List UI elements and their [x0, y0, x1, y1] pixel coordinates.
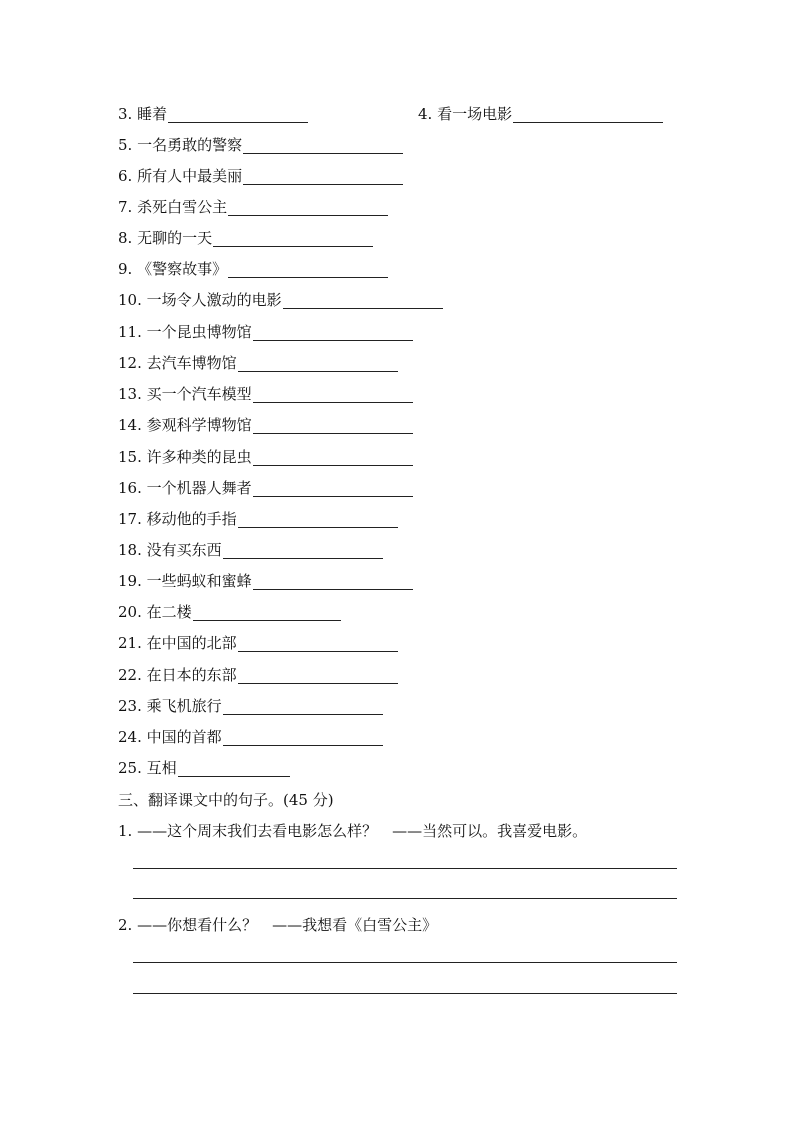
vocab-item-19 — [118, 568, 413, 590]
vocab-item-25 — [118, 755, 290, 777]
answer-blank[interactable] — [168, 106, 308, 123]
vocab-item-text: 25. 互相 — [118, 759, 177, 777]
answer-blank[interactable] — [253, 480, 413, 497]
vocab-item-6 — [118, 163, 403, 185]
section-heading: 三、翻译课文中的句子。(45 分) — [118, 791, 334, 809]
vocab-item-text: 3. 睡着 — [118, 105, 168, 123]
vocab-item-3 — [118, 101, 308, 123]
vocab-item-9 — [118, 256, 388, 278]
vocab-item-text: 20. 在二楼 — [118, 603, 192, 621]
answer-blank[interactable] — [253, 573, 413, 590]
answer-blank[interactable] — [228, 261, 388, 278]
translation-question-2: 2. ——你想看什么？ ——我想看《白雪公主》 — [118, 916, 438, 934]
answer-blank[interactable] — [238, 635, 398, 652]
answer-blank[interactable] — [253, 449, 413, 466]
vocab-item-text: 21. 在中国的北部 — [118, 634, 237, 652]
vocab-item-text: 24. 中国的首都 — [118, 728, 222, 746]
answer-blank[interactable] — [228, 199, 388, 216]
vocab-item-text: 12. 去汽车博物馆 — [118, 354, 237, 372]
vocab-item-20 — [118, 599, 341, 621]
vocab-item-5 — [118, 132, 403, 154]
answer-blank[interactable] — [253, 417, 413, 434]
answer-blank[interactable] — [238, 667, 398, 684]
vocab-item-text: 4. 看一场电影 — [418, 105, 513, 123]
answer-blank[interactable] — [223, 542, 383, 559]
vocab-item-12 — [118, 350, 398, 372]
vocab-item-10 — [118, 287, 443, 309]
answer-blank[interactable] — [238, 355, 398, 372]
vocab-item-22 — [118, 662, 398, 684]
vocab-item-text: 7. 杀死白雪公主 — [118, 198, 228, 216]
vocab-item-text: 23. 乘飞机旅行 — [118, 697, 222, 715]
vocab-item-text: 9. 《警察故事》 — [118, 260, 228, 278]
vocab-item-text: 15. 许多种类的昆虫 — [118, 448, 252, 466]
answer-blank[interactable] — [513, 106, 663, 123]
vocab-item-14 — [118, 412, 413, 434]
answer-blank[interactable] — [253, 324, 413, 341]
vocab-item-text: 8. 无聊的一天 — [118, 229, 213, 247]
answer-blank[interactable] — [223, 729, 383, 746]
vocab-item-17 — [118, 506, 398, 528]
vocab-item-text: 18. 没有买东西 — [118, 541, 222, 559]
translation-question-1: 1. ——这个周末我们去看电影怎么样？ ——当然可以。我喜爱电影。 — [118, 822, 588, 840]
vocab-item-23 — [118, 693, 383, 715]
answer-blank[interactable] — [243, 168, 403, 185]
vocab-item-text: 14. 参观科学博物馆 — [118, 416, 252, 434]
vocab-item-11 — [118, 319, 413, 341]
vocab-item-text: 10. 一场令人激动的电影 — [118, 291, 282, 309]
vocab-item-8 — [118, 225, 373, 247]
vocab-item-21 — [118, 630, 398, 652]
answer-blank[interactable] — [193, 604, 341, 621]
answer-blank[interactable] — [178, 760, 290, 777]
answer-blank[interactable] — [213, 230, 373, 247]
vocab-item-text: 17. 移动他的手指 — [118, 510, 237, 528]
vocab-item-text: 22. 在日本的东部 — [118, 666, 237, 684]
answer-line[interactable] — [133, 868, 677, 869]
vocab-item-7 — [118, 194, 388, 216]
answer-blank[interactable] — [253, 386, 413, 403]
vocab-item-16 — [118, 475, 413, 497]
vocab-item-text: 13. 买一个汽车模型 — [118, 385, 252, 403]
answer-blank[interactable] — [283, 292, 443, 309]
answer-line[interactable] — [133, 993, 677, 994]
vocab-item-18 — [118, 537, 383, 559]
vocab-item-text: 6. 所有人中最美丽 — [118, 167, 243, 185]
vocab-item-text: 16. 一个机器人舞者 — [118, 479, 252, 497]
vocab-item-13 — [118, 381, 413, 403]
answer-blank[interactable] — [243, 137, 403, 154]
answer-line[interactable] — [133, 898, 677, 899]
vocab-item-text: 5. 一名勇敢的警察 — [118, 136, 243, 154]
vocab-item-15 — [118, 444, 413, 466]
vocab-item-text: 11. 一个昆虫博物馆 — [118, 323, 252, 341]
answer-line[interactable] — [133, 962, 677, 963]
vocab-item-4 — [418, 101, 663, 123]
vocab-item-text: 19. 一些蚂蚁和蜜蜂 — [118, 572, 252, 590]
answer-blank[interactable] — [223, 698, 383, 715]
answer-blank[interactable] — [238, 511, 398, 528]
vocab-item-24 — [118, 724, 383, 746]
